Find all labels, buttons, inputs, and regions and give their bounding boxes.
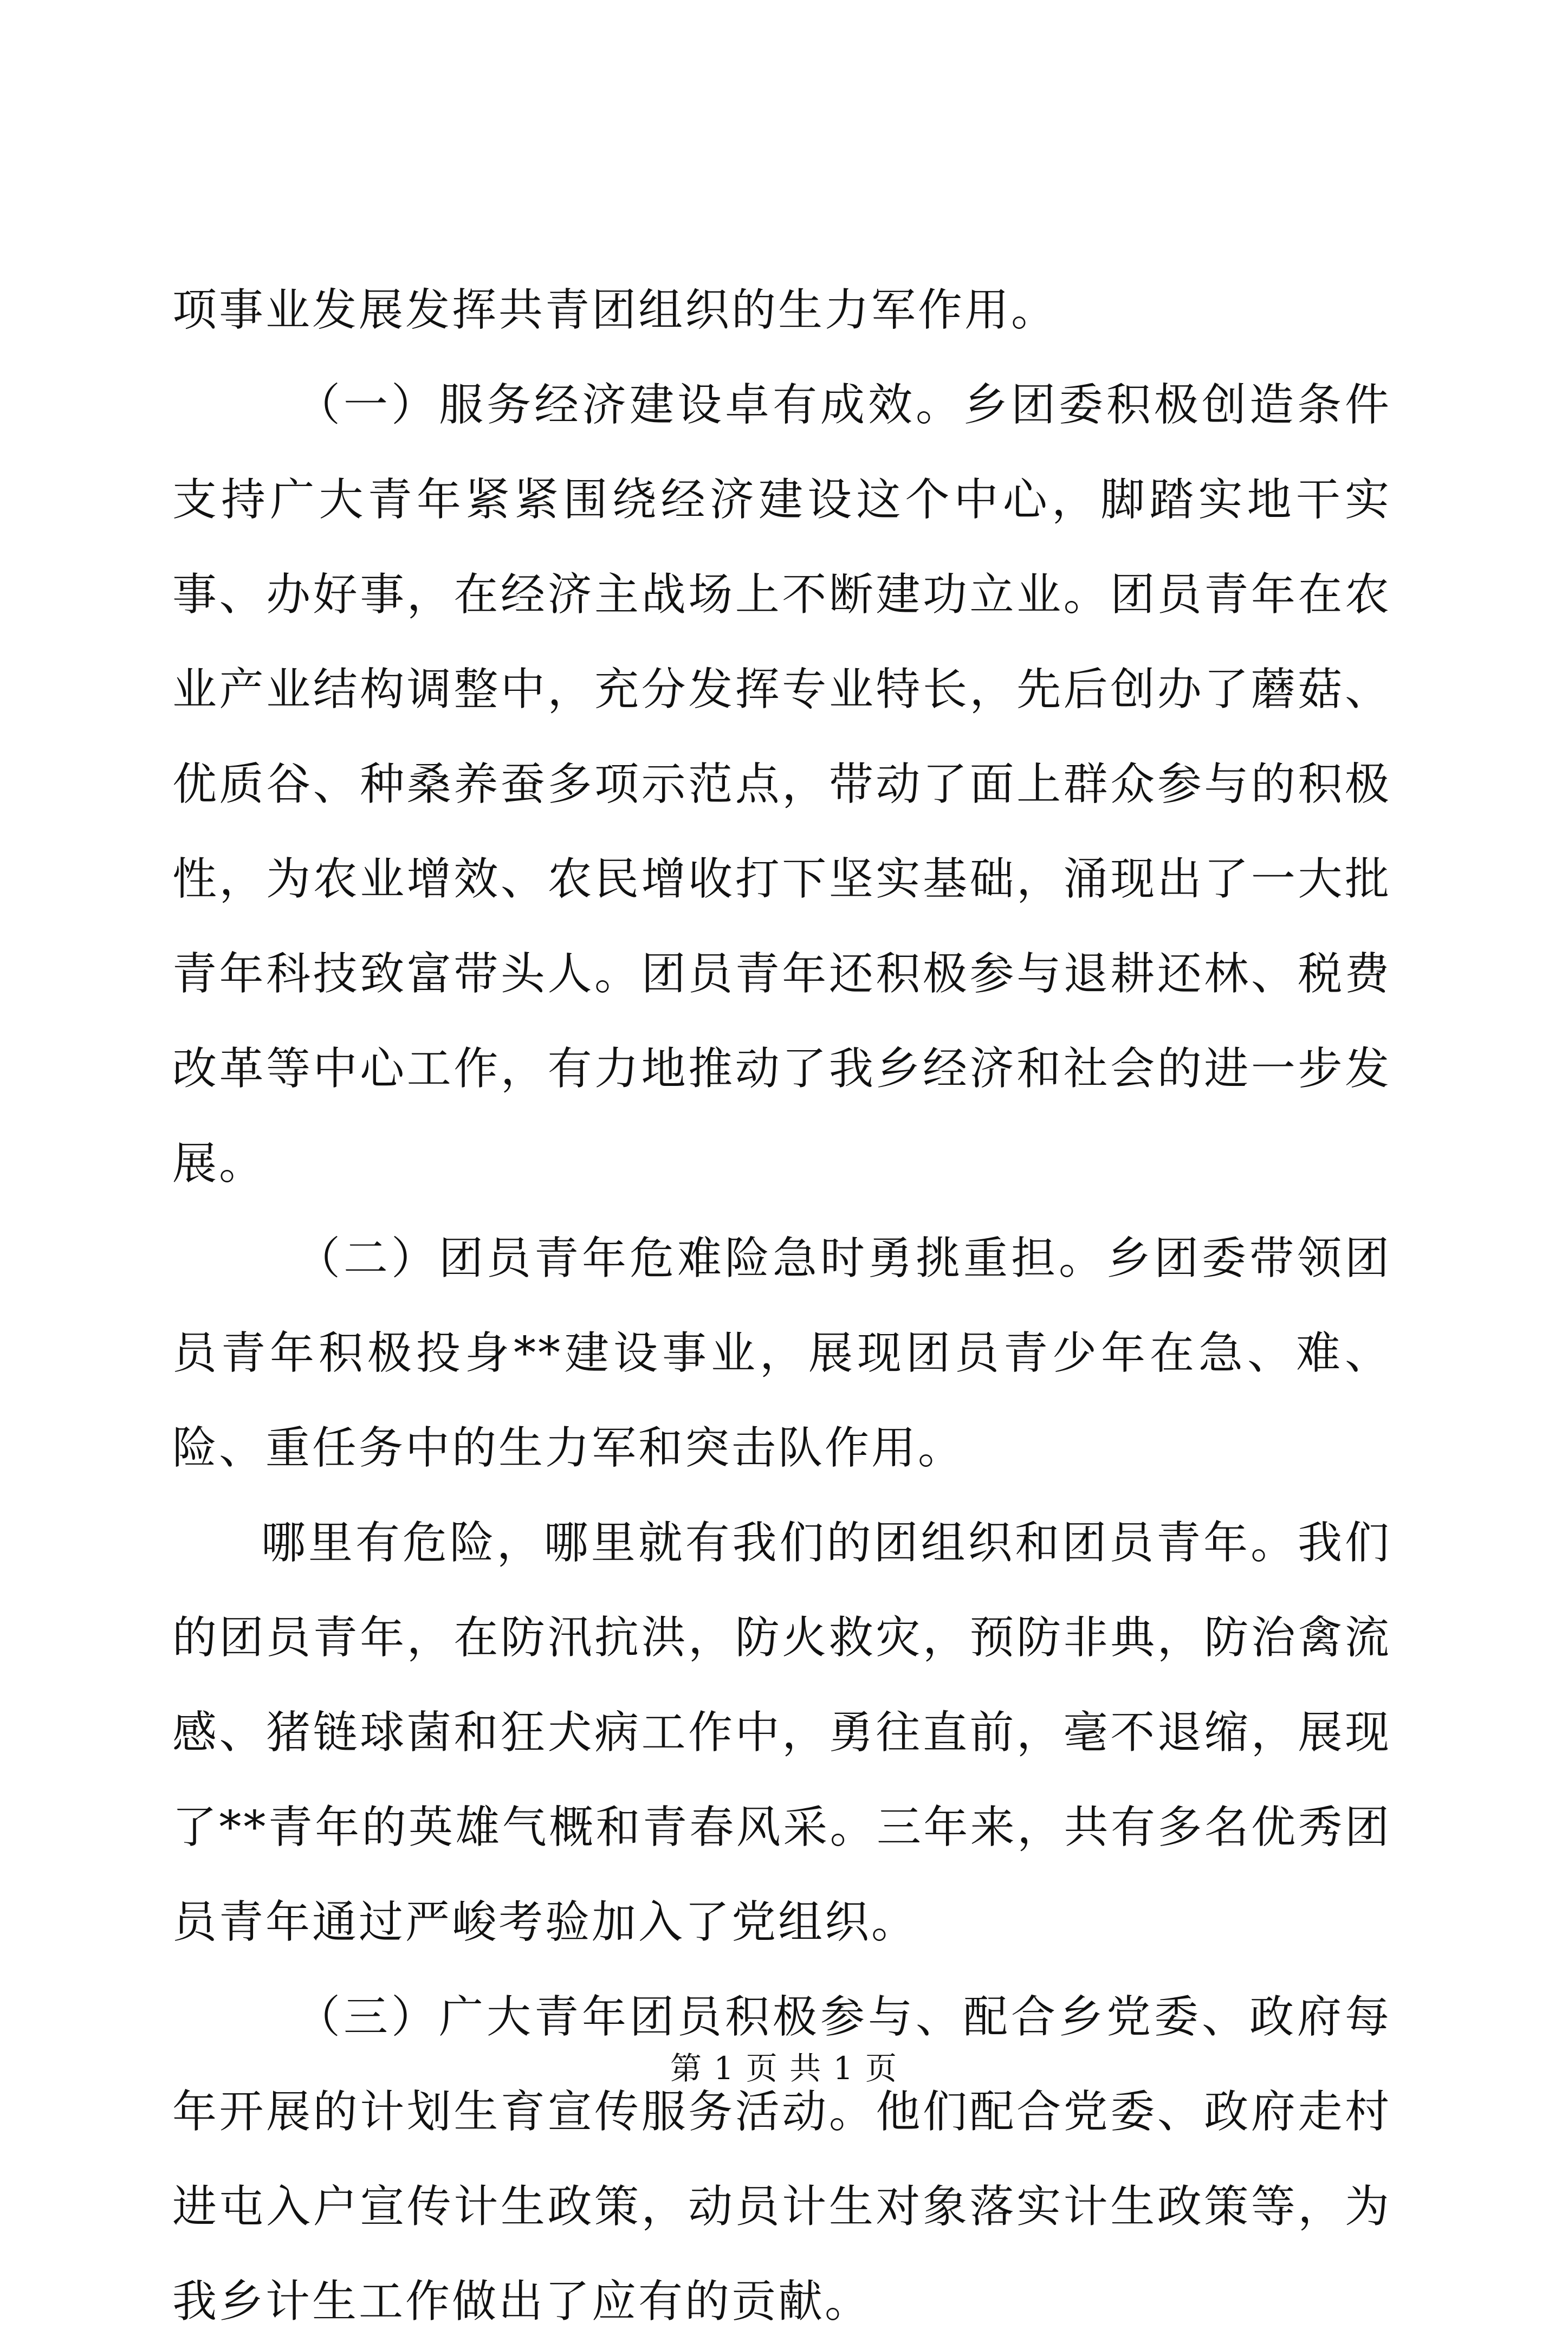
- paragraph-section-two: （二）团员青年危难险急时勇挑重担。乡团委带领团员青年积极投身**建设事业，展现团员青少年在急、难、险、重任务中的生力军和突击队作用。: [172, 1233, 1391, 1474]
- paragraph-continuation: 项事业发展发挥共青团组织的生力军作用。: [172, 284, 1058, 336]
- paragraph-danger-response: 哪里有危险，哪里就有我们的团组织和团员青年。我们的团员青年，在防汛抗洪，防火救灾，预防非典，防治禽流感、猪链球菌和狂犬病工作中，勇往直前，毫不退缩，展现了**青年的英雄气概和青春风采。三年来，共有多名优秀团员青年通过严峻考验加入了党组织。: [172, 1517, 1391, 1948]
- paragraph-section-one: （一）服务经济建设卓有成效。乡团委积极创造条件支持广大青年紧紧围绕经济建设这个中心，脚踏实地干实事、办好事，在经济主战场上不断建功立业。团员青年在农业产业结构调整中，充分发挥专业特长，先后创办了蘑菇、优质谷、种桑养蚕多项示范点，带动了面上群众参与的积极性，为农业增效、农民增收打下坚实基础，涌现出了一大批青年科技致富带头人。团员青年还积极参与退耕还林、税费改革等中心工作，有力地推动了我乡经济和社会的进一步发展。: [172, 379, 1391, 1189]
- document-body: [172, 263, 1391, 2349]
- paragraph-section-three: （三）广大青年团员积极参与、配合乡党委、政府每年开展的计划生育宣传服务活动。他们配合党委、政府走村进屯入户宣传计生政策，动员计生对象落实计生政策等，为我乡计生工作做出了应有的贡献。: [172, 1991, 1391, 2327]
- page-number-footer: 第 1 页 共 1 页: [670, 2050, 898, 2087]
